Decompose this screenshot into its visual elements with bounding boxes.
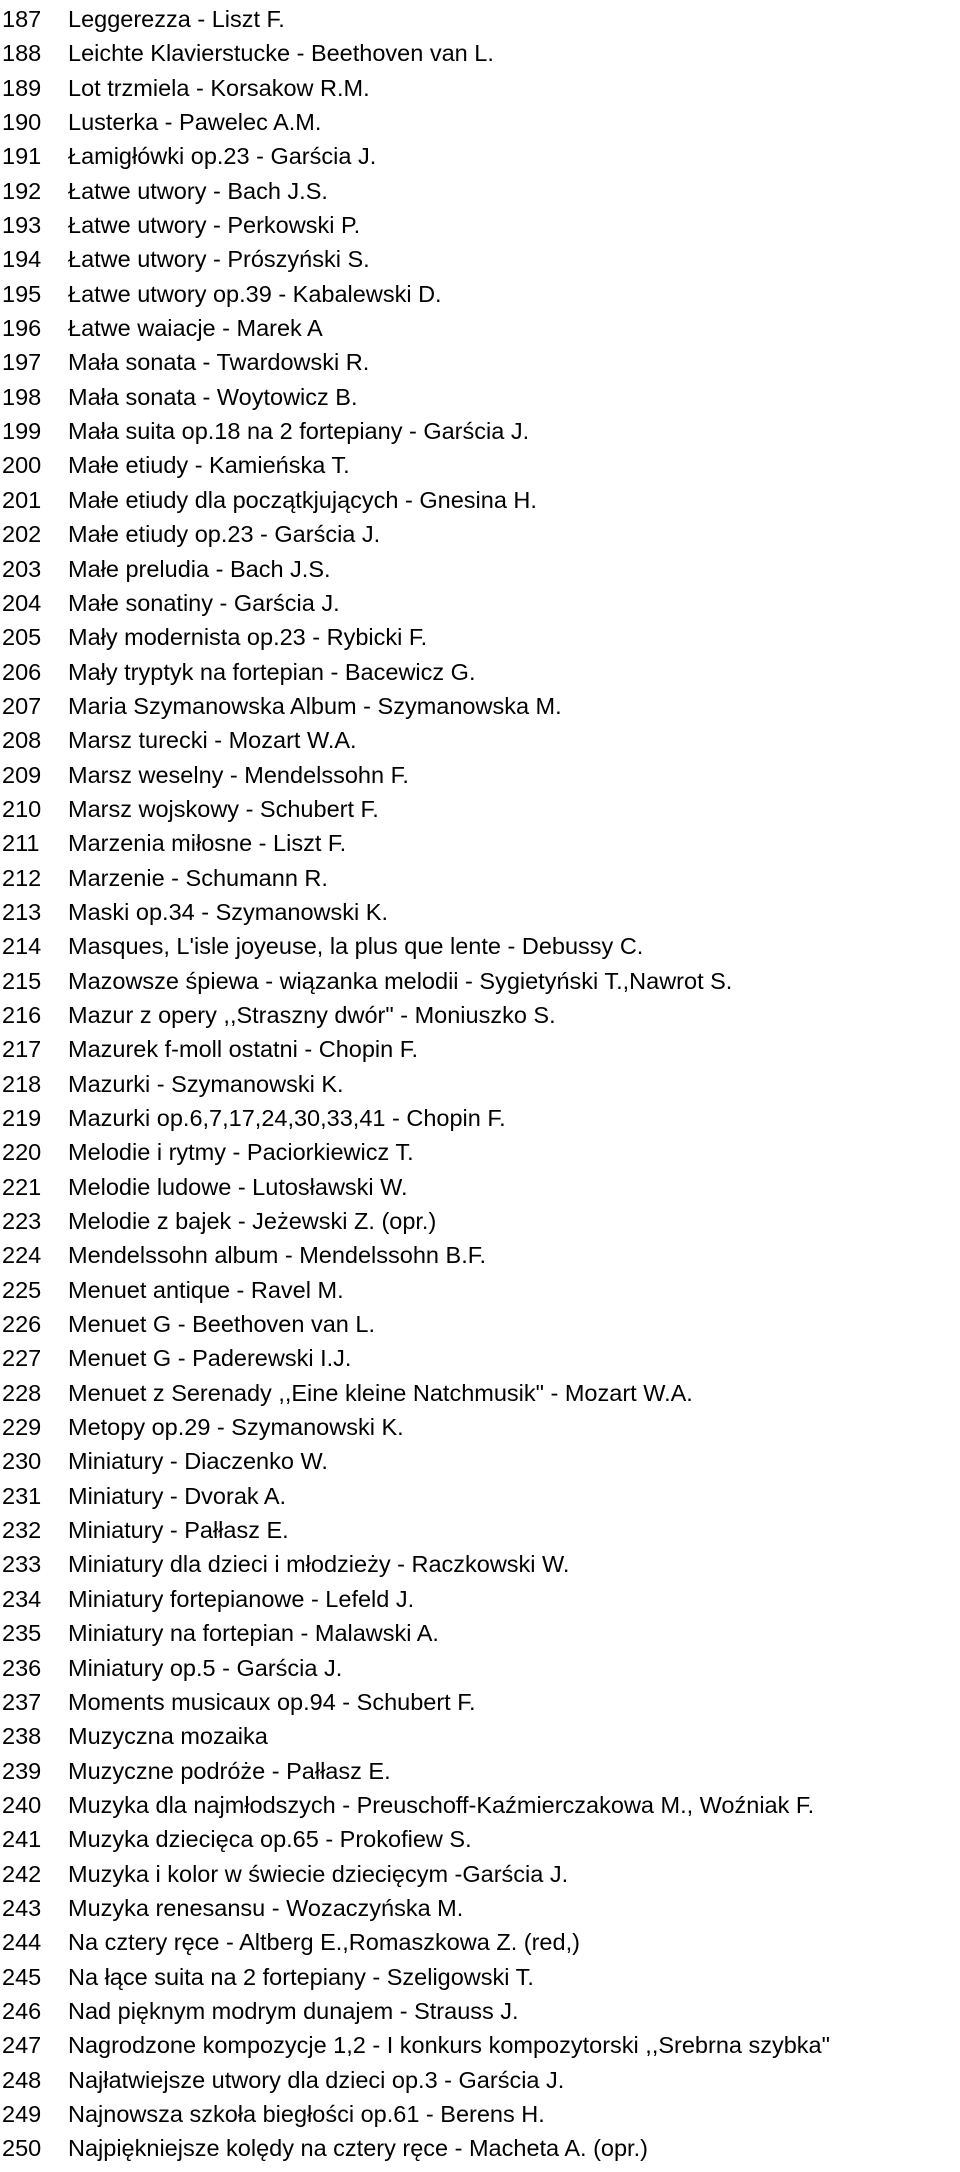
item-number: 242 [2,1860,42,1887]
item-title: Mały modernista op.23 - Rybicki F. [68,624,428,651]
item-number: 199 [2,418,42,445]
list-item [0,414,960,448]
item-number: 188 [2,40,42,67]
list-item [0,689,960,723]
item-number: 239 [2,1757,42,1784]
item-title: Muzyczne podróże - Pałłasz E. [68,1757,391,1784]
item-number: 187 [2,6,42,32]
item-title: Mała sonata - Woytowicz B. [68,383,358,410]
list-item [0,1376,960,1410]
item-title: Melodie z bajek - Jeżewski Z. (opr.) [68,1208,437,1235]
list-item [0,1135,960,1169]
item-title: Leichte Klavierstucke - Beethoven van L. [68,40,494,67]
item-title: Muzyczna mozaika [68,1723,268,1750]
item-number: 215 [2,967,42,994]
item-title: Masques, L'isle joyeuse, la plus que lente - Debussy C. [68,933,644,960]
item-number: 231 [2,1482,42,1509]
list-item [0,311,960,345]
item-number: 233 [2,1551,42,1578]
item-number: 205 [2,624,42,651]
item-number: 206 [2,658,42,685]
item-title: Mały tryptyk na fortepian - Bacewicz G. [68,658,476,685]
item-title: Muzyka dla najmłodszych - Preuschoff-Kaźmierczakowa M., Woźniak F. [68,1791,815,1818]
list-item [0,620,960,654]
list-item [0,2,960,36]
item-number: 196 [2,315,42,342]
item-number: 243 [2,1894,42,1921]
list-item [0,1204,960,1238]
item-title: Marsz turecki - Mozart W.A. [68,727,357,754]
item-number: 189 [2,74,42,101]
item-title: Marzenie - Schumann R. [68,864,328,891]
item-title: Małe etiudy - Kamieńska T. [68,452,350,479]
item-title: Małe etiudy op.23 - Garścia J. [68,521,381,548]
item-title: Menuet G - Beethoven van L. [68,1311,375,1338]
item-title: Najpiękniejsze kolędy na cztery ręce - Macheta A. (opr.) [68,2135,648,2162]
item-number: 221 [2,1173,42,1200]
item-number: 190 [2,109,42,136]
list-item [0,1410,960,1444]
item-title: Melodie ludowe - Lutosławski W. [68,1173,408,1200]
item-title: Łatwe utwory - Prószyński S. [68,246,370,273]
list-item [0,345,960,379]
item-number: 218 [2,1070,42,1097]
item-number: 191 [2,143,42,170]
list-item [0,448,960,482]
item-title: Na łące suita na 2 fortepiany - Szeligowski T. [68,1963,534,1990]
list-item [0,1170,960,1204]
list-item [0,826,960,860]
list-item [0,1547,960,1581]
item-title: Nad pięknym modrym dunajem - Strauss J. [68,1997,519,2024]
item-number: 226 [2,1311,42,1338]
list-item [0,1067,960,1101]
item-number: 228 [2,1379,42,1406]
list-item [0,1101,960,1135]
item-number: 198 [2,383,42,410]
item-title: Mazowsze śpiewa - wiązanka melodii - Sygietyński T.,Nawrot S. [68,967,733,994]
item-title: Mazurki - Szymanowski K. [68,1070,344,1097]
item-title: Mazurki op.6,7,17,24,30,33,41 - Chopin F. [68,1105,506,1131]
item-number: 216 [2,1001,42,1028]
list-item [0,1651,960,1685]
item-title: Miniatury - Pałłasz E. [68,1517,289,1544]
list-item [0,1685,960,1719]
list-item [0,1479,960,1513]
list-item [0,1891,960,1925]
item-number: 235 [2,1620,42,1647]
list-item [0,139,960,173]
item-title: Marsz wojskowy - Schubert F. [68,795,379,822]
item-number: 197 [2,349,42,376]
item-title: Menuet z Serenady ,,Eine kleine Natchmusik" - Mozart W.A. [68,1379,693,1406]
item-number: 250 [2,2135,42,2162]
item-title: Łatwe utwory op.39 - Kabalewski D. [68,280,442,307]
list-item [0,1307,960,1341]
item-number: 200 [2,452,42,479]
list-item [0,1513,960,1547]
list-item [0,1960,960,1994]
item-number: 230 [2,1448,42,1475]
list-item [0,208,960,242]
list-item [0,36,960,70]
item-number: 194 [2,246,42,273]
item-title: Miniatury - Dvorak A. [68,1482,287,1509]
item-title: Miniatury fortepianowe - Lefeld J. [68,1585,415,1612]
item-title: Moments musicaux op.94 - Schubert F. [68,1688,476,1715]
list-item [0,895,960,929]
item-number: 213 [2,898,42,925]
item-number: 249 [2,2100,42,2127]
item-title: Menuet antique - Ravel M. [68,1276,344,1303]
item-title: Mazur z opery ,,Straszny dwór" - Moniuszko S. [68,1001,556,1028]
list-item [0,758,960,792]
item-number: 225 [2,1276,42,1303]
item-number: 248 [2,2066,42,2093]
item-number: 210 [2,795,42,822]
list-item [0,2097,960,2131]
list-item [0,586,960,620]
item-number: 204 [2,589,42,616]
item-number: 227 [2,1345,42,1372]
list-item [0,861,960,895]
item-title: Muzyka renesansu - Wozaczyńska M. [68,1894,464,1921]
item-number: 201 [2,486,42,513]
item-number: 245 [2,1963,42,1990]
item-title: Maski op.34 - Szymanowski K. [68,898,388,925]
item-number: 237 [2,1688,42,1715]
item-title: Marzenia miłosne - Liszt F. [68,830,347,857]
list-item [0,792,960,826]
list-item [0,380,960,414]
item-title: Miniatury op.5 - Garścia J. [68,1654,343,1681]
item-title: Miniatury na fortepian - Malawski A. [68,1620,439,1647]
item-number: 240 [2,1791,42,1818]
item-number: 246 [2,1997,42,2024]
item-number: 193 [2,212,42,239]
item-title: Małe etiudy dla początkjujących - Gnesina H. [68,486,537,513]
list-item [0,277,960,311]
item-title: Łamigłówki op.23 - Garścia J. [68,143,377,170]
item-number: 232 [2,1517,42,1544]
item-number: 238 [2,1723,42,1750]
item-title: Łatwe utwory - Bach J.S. [68,177,328,204]
item-number: 234 [2,1585,42,1612]
item-number: 208 [2,727,42,754]
list-item [0,655,960,689]
item-title: Małe sonatiny - Garścia J. [68,589,340,616]
list-item [0,242,960,276]
list-item [0,1341,960,1375]
item-number: 211 [2,830,40,857]
item-number: 247 [2,2032,42,2059]
item-number: 244 [2,1929,42,1956]
item-title: Marsz weselny - Mendelssohn F. [68,761,409,788]
list-item [0,1788,960,1822]
item-number: 203 [2,555,42,582]
item-title: Mała suita op.18 na 2 fortepiany - Garścia J. [68,418,530,445]
item-title: Miniatury - Diaczenko W. [68,1448,328,1475]
item-number: 202 [2,521,42,548]
item-number: 219 [2,1105,42,1131]
item-title: Maria Szymanowska Album - Szymanowska M. [68,692,562,719]
item-title: Nagrodzone kompozycje 1,2 - I konkurs kompozytorski ,,Srebrna szybka" [68,2032,830,2059]
list-item [0,1822,960,1856]
item-title: Muzyka i kolor w świecie dziecięcym -Garścia J. [68,1860,569,1887]
list-item [0,1994,960,2028]
item-number: 195 [2,280,42,307]
list-item [0,998,960,1032]
item-number: 241 [2,1826,42,1853]
list-item [0,929,960,963]
item-number: 229 [2,1414,42,1441]
list-item [0,1857,960,1891]
item-number: 212 [2,864,42,891]
list-item [0,174,960,208]
item-title: Mendelssohn album - Mendelssohn B.F. [68,1242,486,1269]
item-title: Najłatwiejsze utwory dla dzieci op.3 - Garścia J. [68,2066,565,2093]
item-title: Małe preludia - Bach J.S. [68,555,331,582]
item-title: Muzyka dziecięca op.65 - Prokofiew S. [68,1826,472,1853]
item-number: 207 [2,692,42,719]
list-item [0,552,960,586]
item-title: Mała sonata - Twardowski R. [68,349,370,376]
item-title: Łatwe waiacje - Marek A [68,315,323,342]
item-title: Najnowsza szkoła biegłości op.61 - Berens H. [68,2100,545,2127]
item-title: Mazurek f-moll ostatni - Chopin F. [68,1036,419,1063]
item-number: 192 [2,177,42,204]
item-number: 220 [2,1139,42,1166]
list-item [0,1616,960,1650]
item-title: Lot trzmiela - Korsakow R.M. [68,74,370,101]
list-item [0,105,960,139]
list-item [0,71,960,105]
list-item [0,1273,960,1307]
list-item [0,2131,960,2165]
list-item [0,1444,960,1478]
item-title: Miniatury dla dzieci i młodzieży - Raczkowski W. [68,1551,570,1578]
list-item [0,1032,960,1066]
item-title: Na cztery ręce - Altberg E.,Romaszkowa Z. (red,) [68,1929,580,1956]
item-title: Łatwe utwory - Perkowski P. [68,212,361,239]
list-item [0,1582,960,1616]
item-number: 224 [2,1242,42,1269]
item-title: Melodie i rytmy - Paciorkiewicz T. [68,1139,414,1166]
item-title: Metopy op.29 - Szymanowski K. [68,1414,404,1441]
item-number: 214 [2,933,42,960]
list-item [0,1754,960,1788]
list-item [0,483,960,517]
item-title: Leggerezza - Liszt F. [68,6,285,32]
list-item [0,723,960,757]
list-item [0,1238,960,1272]
item-number: 223 [2,1208,42,1235]
list-item [0,517,960,551]
item-number: 236 [2,1654,42,1681]
list-item [0,1925,960,1959]
list-item [0,2063,960,2097]
list-item [0,2028,960,2062]
list-item [0,1719,960,1753]
item-number: 209 [2,761,42,788]
list-item [0,964,960,998]
item-title: Menuet G - Paderewski I.J. [68,1345,352,1372]
item-title: Lusterka - Pawelec A.M. [68,109,322,136]
item-number: 217 [2,1036,42,1063]
